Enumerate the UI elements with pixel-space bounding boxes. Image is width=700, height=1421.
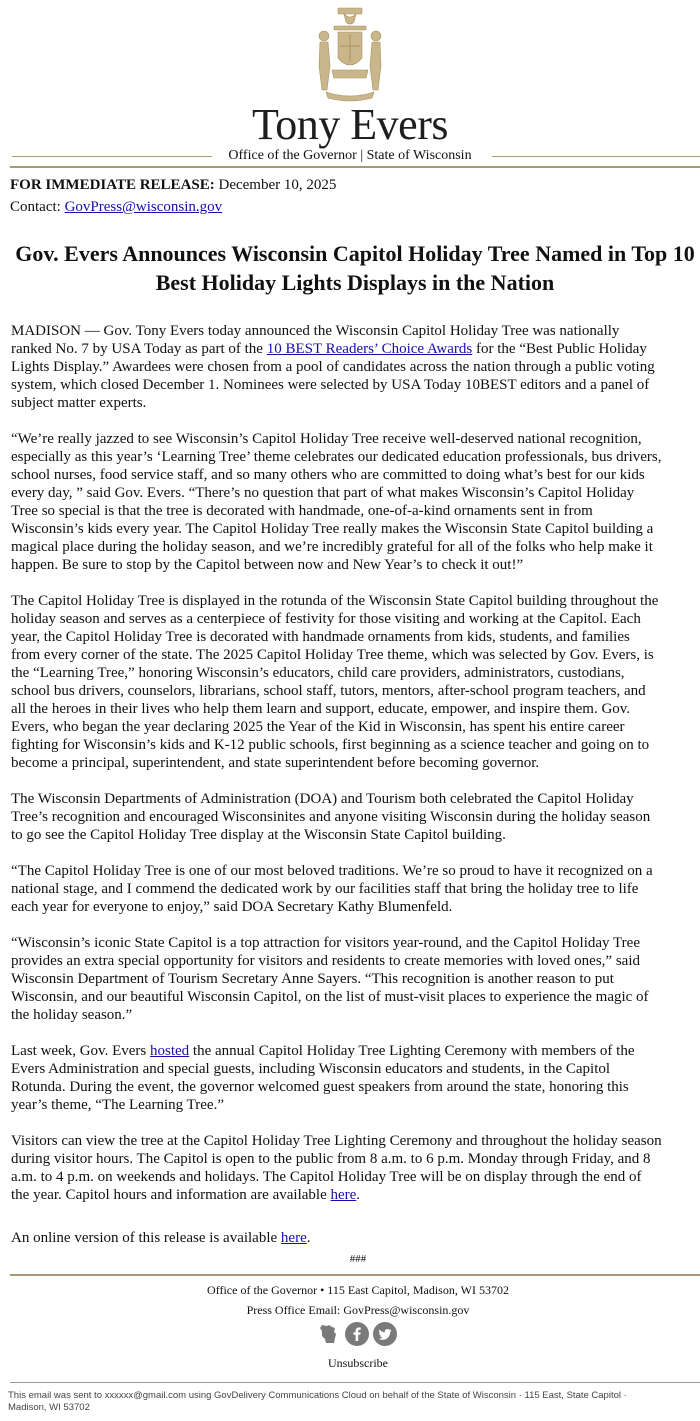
paragraph-5 — [11, 862, 700, 916]
text-line: Wisconsin’s kids every year. The Capitol Holiday Tree really makes the Wisconsin State Capitol building a — [11, 521, 654, 537]
text-line: Visitors can view the tree at the Capitol Holiday Tree Lighting Ceremony and throughout the holiday season — [11, 1133, 662, 1149]
office-line: Office of the Governor | State of Wisconsin — [228, 148, 472, 163]
paragraph-3 — [11, 592, 700, 772]
paragraph-2 — [11, 430, 700, 574]
capitol-hours-link[interactable]: here — [330, 1187, 357, 1203]
text-line: school bus drivers, counselors, librarians, school staff, tutors, mentors, after-school program teachers, and — [11, 683, 646, 699]
text-line: national stage, and I commend the dedicated work by our facilities staff that bring the holiday tree to life — [11, 881, 639, 897]
text-line: Evers Administration and special guests, including Wisconsin educators and students, in the Capitol — [11, 1061, 611, 1077]
wisconsin-icon[interactable] — [317, 1322, 341, 1346]
text-line: MADISON — Gov. Tony Evers today announced the Wisconsin Capitol Holiday Tree was nationally — [11, 323, 620, 339]
text-line: Tree’s recognition and encouraged Wisconsinites and anyone visiting Wisconsin during the holiday season — [11, 809, 651, 825]
text-line: “We’re really jazzed to see Wisconsin’s Capitol Holiday Tree receive well-deserved national recognition, — [11, 431, 642, 447]
governor-name: Tony Evers — [252, 100, 448, 149]
text-line: each year for everyone to enjoy,” said DOA Secretary Kathy Blumenfeld. — [11, 899, 453, 915]
text-line: Evers, who began the year declaring 2025 the Year of the Kid in Wisconsin, has spent his entire career — [11, 719, 625, 735]
contact-label: Contact: — [10, 199, 61, 215]
article-body — [11, 322, 700, 1222]
online-version-link[interactable]: here — [280, 1230, 307, 1246]
headline: Gov. Evers Announces Wisconsin Capitol Holiday Tree Named in Top 10 Best Holiday Lights Displays in the Nation — [15, 241, 695, 295]
footer-address: Office of the Governor • 115 East Capitol, Madison, WI 53702 — [207, 1283, 509, 1297]
header-rule — [10, 166, 700, 168]
wisconsin-seal-icon — [310, 6, 390, 104]
end-mark: ### — [349, 1253, 367, 1265]
text-line: The Capitol Holiday Tree is displayed in the rotunda of the Wisconsin State Capitol building throughout the — [11, 593, 659, 609]
release-label: FOR IMMEDIATE RELEASE: — [10, 177, 215, 193]
contact-email-link[interactable]: GovPress@wisconsin.gov — [64, 199, 223, 215]
facebook-icon[interactable] — [345, 1322, 369, 1346]
text-line: Lights Display.” Awardees were chosen from a pool of candidates across the nation through a public voting — [11, 359, 655, 375]
readers-choice-link[interactable]: 10 BEST Readers’ Choice Awards — [266, 341, 473, 357]
text-line: holiday season and serves as a centerpiece of festivity for those visiting and working at the Capitol. Each — [11, 611, 641, 627]
text-line: especially as this year’s ‘Learning Tree’ theme celebrates our dedicated education professionals, bus drivers, — [11, 449, 662, 465]
paragraph-8 — [11, 1132, 700, 1204]
paragraph-6 — [11, 934, 700, 1024]
hosted-link[interactable]: hosted — [149, 1043, 190, 1059]
paragraph-7 — [11, 1042, 700, 1114]
text-line: fighting for Wisconsin’s kids and K-12 public schools, first beginning as a science teacher and going on to — [11, 737, 650, 753]
footer-rule — [10, 1274, 700, 1276]
text-line: “The Capitol Holiday Tree is one of our most beloved traditions. We’re so proud to have it recognized on a — [11, 863, 653, 879]
text-span: Last week, Gov. Evers — [11, 1043, 150, 1059]
release-date-line — [10, 174, 690, 196]
text-line: provides an extra special opportunity for visitors and residents to create memories with loved ones,” said — [11, 953, 640, 969]
contact-line — [10, 196, 690, 218]
text-line — [11, 1042, 700, 1060]
online-version-end: . — [306, 1230, 311, 1246]
paragraph-4 — [11, 790, 700, 844]
text-line: system, which closed December 1. Nominees were selected by USA Today 10BEST editors and a panel of — [11, 377, 650, 393]
text-span: ranked No. 7 by USA Today as part of the — [11, 341, 267, 357]
text-line: Rotunda. During the event, the governor welcomed guest speakers from around the state, honoring this — [11, 1079, 629, 1095]
text-line: during visitor hours. The Capitol is open to the public from 8 a.m. to 6 p.m. Monday through Friday, and 8 — [11, 1151, 651, 1167]
text-span: the year. Capitol hours and information are available — [11, 1187, 331, 1203]
text-line: Tree so special is that the tree is decorated with handmade, one-of-a-kind ornaments sent in from — [11, 503, 593, 519]
text-line: happen. Be sure to stop by the Capitol between now and New Year’s to check it out!” — [11, 557, 524, 573]
text-span: . — [356, 1187, 361, 1203]
text-line: year’s theme, “The Learning Tree.” — [11, 1097, 224, 1113]
twitter-icon[interactable] — [373, 1322, 397, 1346]
text-line: The Wisconsin Departments of Administration (DOA) and Tourism both celebrated the Capitol Holiday — [11, 791, 634, 807]
footer-email: Press Office Email: GovPress@wisconsin.gov — [246, 1303, 470, 1317]
online-version-line — [11, 1229, 310, 1247]
text-line: magical place during the holiday season, and we’re incredibly grateful for all of the folks who help make it — [11, 539, 653, 555]
text-line: year, the Capitol Holiday Tree is decorated with handmade ornaments from kids, students, and families — [11, 629, 630, 645]
text-line: subject matter experts. — [11, 395, 147, 411]
text-line — [11, 340, 700, 358]
header-divider-right — [492, 156, 700, 157]
delivery-disclaimer: This email was sent to xxxxxx@gmail.com using GovDelivery Communications Cloud on behalf of the State of Wisconsin · 115 East, State Capitol · Madison, WI 53702 — [8, 1390, 627, 1413]
text-line: to go see the Capitol Holiday Tree display at the Wisconsin State Capitol building. — [11, 827, 506, 843]
text-line: school nurses, food service staff, and so many others who are committed to doing what’s best for our kids — [11, 467, 645, 483]
social-icons — [317, 1322, 399, 1346]
release-meta — [10, 174, 690, 218]
text-span: for the “Best Public Holiday — [472, 341, 647, 357]
text-line: “Wisconsin’s iconic State Capitol is a top attraction for visitors year-round, and the Capitol Holiday Tree — [11, 935, 640, 951]
paragraph-1 — [11, 322, 700, 412]
release-date: December 10, 2025 — [218, 177, 337, 193]
text-line: Wisconsin, and our beautiful Wisconsin Capitol, on the list of must-visit places to experience the magic of — [11, 989, 649, 1005]
text-line: a.m. to 4 p.m. on weekends and holidays. The Capitol Holiday Tree will be on display through the end of — [11, 1169, 642, 1185]
text-line: all the heroes in their lives who help them learn and support, educate, empower, and inspire them. Gov. — [11, 701, 631, 717]
text-line: from every corner of the state. The 2025 Capitol Holiday Tree theme, which was selected by Gov. Evers, is — [11, 647, 654, 663]
text-line: the holiday season.” — [11, 1007, 133, 1023]
bottom-rule — [10, 1382, 700, 1383]
online-version-text: An online version of this release is available — [11, 1230, 281, 1246]
text-line — [11, 1186, 700, 1204]
text-line: every day, ” said Gov. Evers. “There’s no question that part of what makes Wisconsin’s Capitol Holiday — [11, 485, 635, 501]
text-span: the annual Capitol Holiday Tree Lighting Ceremony with members of the — [189, 1043, 635, 1059]
text-line: become a principal, superintendent, and state superintendent before becoming governor. — [11, 755, 540, 771]
text-line: Wisconsin Department of Tourism Secretary Anne Sayers. “This recognition is another reason to put — [11, 971, 614, 987]
unsubscribe-link[interactable]: Unsubscribe — [328, 1356, 388, 1370]
header — [0, 0, 700, 170]
text-line: the “Learning Tree,” honoring Wisconsin’s educators, child care providers, administrators, custodians, — [11, 665, 625, 681]
